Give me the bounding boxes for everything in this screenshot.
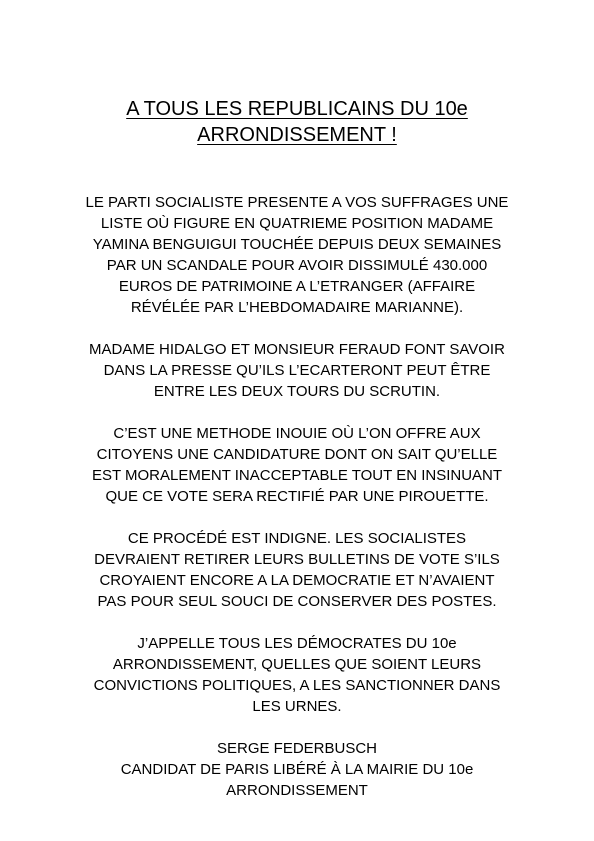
document-body (40, 192, 554, 822)
paragraph-2 (40, 339, 554, 402)
paragraph-5 (40, 633, 554, 717)
paragraph-line: PAS POUR SEUL SOUCI DE CONSERVER DES POSTES. (97, 593, 497, 610)
signature-line: CANDIDAT DE PARIS LIBÉRÉ À LA MAIRIE DU 10e (120, 761, 474, 778)
paragraph-line: CROYAIENT ENCORE A LA DEMOCRATIE ET N’AVAIENT (99, 572, 495, 589)
paragraph-line: DANS LA PRESSE QU’ILS L’ECARTERONT PEUT ÊTRE (103, 362, 491, 379)
paragraph-line: CITOYENS UNE CANDIDATURE DONT ON SAIT QU’ELLE (96, 446, 498, 463)
paragraph-line: QUE CE VOTE SERA RECTIFIÉ PAR UNE PIROUETTE. (105, 488, 489, 505)
paragraph-line: EST MORALEMENT INACCEPTABLE TOUT EN INSINUANT (91, 467, 503, 484)
paragraph-line: LES URNES. (252, 698, 342, 715)
paragraph-line: LISTE OÙ FIGURE EN QUATRIEME POSITION MADAME (100, 215, 494, 232)
paragraph-line: ARRONDISSEMENT, QUELLES QUE SOIENT LEURS (112, 656, 482, 673)
paragraph-1 (40, 192, 554, 318)
paragraph-line: PAR UN SCANDALE POUR AVOIR DISSIMULÉ 430.000 (106, 257, 488, 274)
title-line: A TOUS LES REPUBLICAINS DU 10e (126, 98, 468, 120)
paragraph-line: ENTRE LES DEUX TOURS DU SCRUTIN. (153, 383, 441, 400)
paragraph-3 (40, 423, 554, 507)
paragraph-4 (40, 528, 554, 612)
paragraph-line: C’EST UNE METHODE INOUIE OÙ L’ON OFFRE AUX (113, 425, 481, 442)
paragraph-line: J’APPELLE TOUS LES DÉMOCRATES DU 10e (137, 635, 457, 652)
document-title (40, 96, 554, 148)
title-line: ARRONDISSEMENT ! (197, 124, 397, 146)
paragraph-line: EUROS DE PATRIMOINE A L’ETRANGER (AFFAIRE (118, 278, 476, 295)
signature-line: ARRONDISSEMENT (226, 782, 368, 799)
paragraph-line: MADAME HIDALGO ET MONSIEUR FERAUD FONT SAVOIR (89, 341, 505, 358)
paragraph-line: CE PROCÉDÉ EST INDIGNE. LES SOCIALISTES (127, 530, 467, 547)
paragraph-line: LE PARTI SOCIALISTE PRESENTE A VOS SUFFRAGES UNE (85, 194, 509, 211)
paragraph-line: DEVRAIENT RETIRER LEURS BULLETINS DE VOTE S’ILS (94, 551, 500, 568)
paragraph-line: CONVICTIONS POLITIQUES, A LES SANCTIONNER DANS (93, 677, 501, 694)
signature-line: SERGE FEDERBUSCH (216, 740, 378, 757)
paragraph-line: RÉVÉLÉE PAR L’HEBDOMADAIRE MARIANNE). (130, 299, 464, 316)
signature (40, 738, 554, 801)
paragraph-line: YAMINA BENGUIGUI TOUCHÉE DEPUIS DEUX SEMAINES (92, 236, 502, 253)
